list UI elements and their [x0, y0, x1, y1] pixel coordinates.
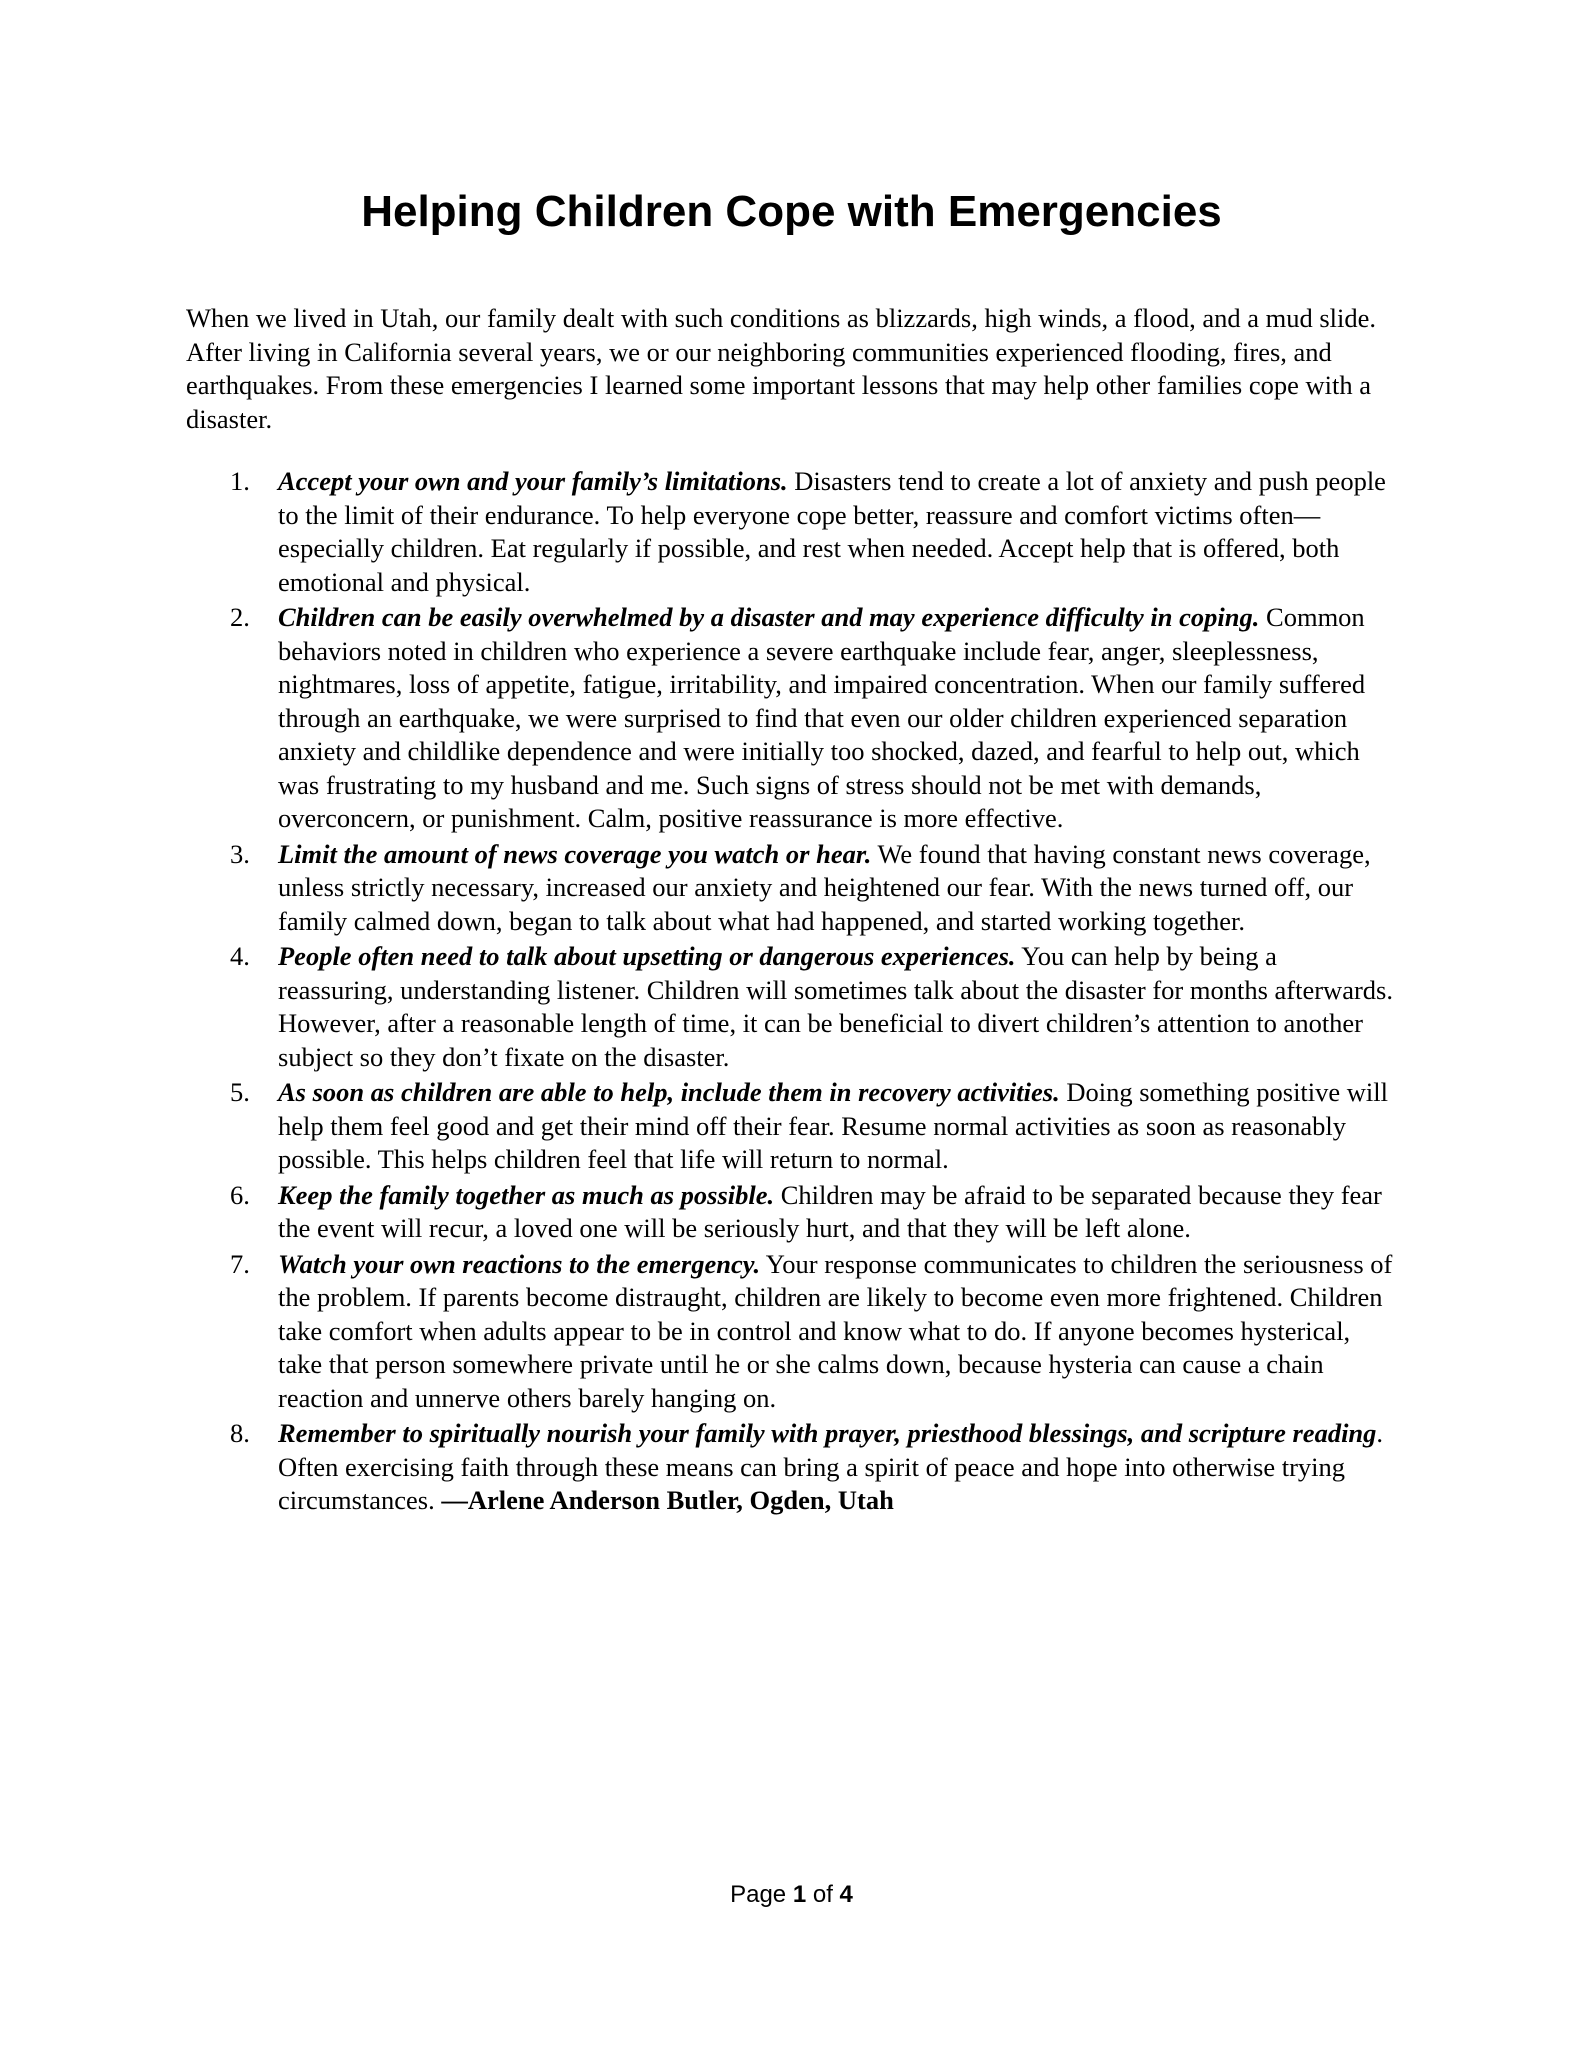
tip-body: Your response communicates to children the seriousness of the problem. If parents become distraught, children are likely to become even more frightened. Children take comfort when adults appear to be in control and know what to do. If anyone becomes hysterical, take that person somewhere private until he or she calms down, because hysteria can cause a chain reaction and unnerve others barely hanging on.: [278, 1248, 1393, 1413]
tip-item-4: [186, 940, 1398, 1074]
page-total-number: 4: [839, 1881, 853, 1908]
tip-heading: Children can be easily overwhelmed by a disaster and may experience difficulty in coping.: [278, 602, 1260, 632]
tip-number: 1.: [230, 466, 250, 496]
document-title: Helping Children Cope with Emergencies: [361, 187, 1222, 236]
author-signature: —Arlene Anderson Butler, Ogden, Utah: [441, 1485, 894, 1515]
tip-body: Children may be afraid to be separated because they fear the event will recur, a loved one will be seriously hurt, and that they will be left alone.: [278, 1179, 1382, 1243]
tip-heading: People often need to talk about upsetting or dangerous experiences.: [278, 941, 1016, 971]
tip-heading: Limit the amount of news coverage you watch or hear.: [278, 838, 872, 869]
page-label: Page: [730, 1881, 787, 1908]
tip-number: 3.: [230, 838, 250, 869]
tip-body: You can help by being a reassuring, understanding listener. Children will sometimes talk about the disaster for months afterwards. However, after a reasonable length of time, it can be beneficial to divert children’s attention to another subject so they don’t fixate on the disaster.: [278, 941, 1393, 1072]
tip-item-6: [186, 1179, 1398, 1246]
tip-number: 4.: [230, 941, 250, 971]
page-footer: [0, 1880, 1583, 1910]
tip-item-2: [186, 601, 1398, 836]
tip-heading: Watch your own reactions to the emergency.: [278, 1248, 761, 1279]
tip-number: 8.: [230, 1418, 250, 1448]
tip-item-1: [186, 465, 1398, 599]
tip-number: 6.: [230, 1179, 250, 1210]
tip-body: We found that having constant news coverage, unless strictly necessary, increased our anxiety and heightened our fear. With the news turned off, our family calmed down, began to talk about what had happened, and started working together.: [278, 838, 1371, 936]
tip-item-7: [186, 1248, 1398, 1416]
page-current-number: 1: [792, 1881, 807, 1908]
tip-item-8: [186, 1417, 1398, 1518]
tip-number: 7.: [230, 1248, 250, 1279]
tip-body: . Often exercising faith through these means can bring a spirit of peace and hope into otherwise trying circumstances.: [278, 1418, 1384, 1515]
tip-body: Disasters tend to create a lot of anxiety and push people to the limit of their endurance. To help everyone cope better, reassure and comfort victims often—especially children. Eat regularly if possible, and rest when needed. Accept help that is offered, both emotional and physical.: [278, 466, 1386, 597]
intro-paragraph: When we lived in Utah, our family dealt with such conditions as blizzards, high winds, a flood, and a mud slide. After living in California several years, we or our neighboring communities experienced flooding, fires, and earthquakes. From these emergencies I learned some important lessons that may help other families cope with a disaster.: [186, 303, 1377, 434]
tip-body: Common behaviors noted in children who experience a severe earthquake include fear, anger, sleeplessness, nightmares, loss of appetite, fatigue, irritability, and impaired concentration. When our family suffered through an earthquake, we were surprised to find that even our older children experienced separation anxiety and childlike dependence and were initially too shocked, dazed, and fearful to help out, which was frustrating to my husband and me. Such signs of stress should not be met with demands, overconcern, or punishment. Calm, positive reassurance is more effective.: [278, 602, 1366, 833]
tip-heading: Remember to spiritually nourish your family with prayer, priesthood blessings, and scripture reading: [278, 1418, 1377, 1448]
tip-heading: As soon as children are able to help, include them in recovery activities.: [278, 1077, 1060, 1107]
tip-heading: Accept your own and your family’s limitations.: [278, 466, 788, 496]
tip-number: 5.: [230, 1077, 250, 1107]
tip-heading: Keep the family together as much as possible.: [278, 1179, 775, 1210]
tips-list: [186, 465, 1398, 1520]
tip-body: Doing something positive will help them feel good and get their mind off their fear. Resume normal activities as soon as reasonably possible. This helps children feel that life will return to normal.: [278, 1077, 1389, 1174]
tip-item-5: [186, 1076, 1398, 1177]
tip-number: 2.: [230, 602, 250, 632]
tip-item-3: [186, 838, 1398, 939]
page-of-label: of: [812, 1881, 833, 1908]
